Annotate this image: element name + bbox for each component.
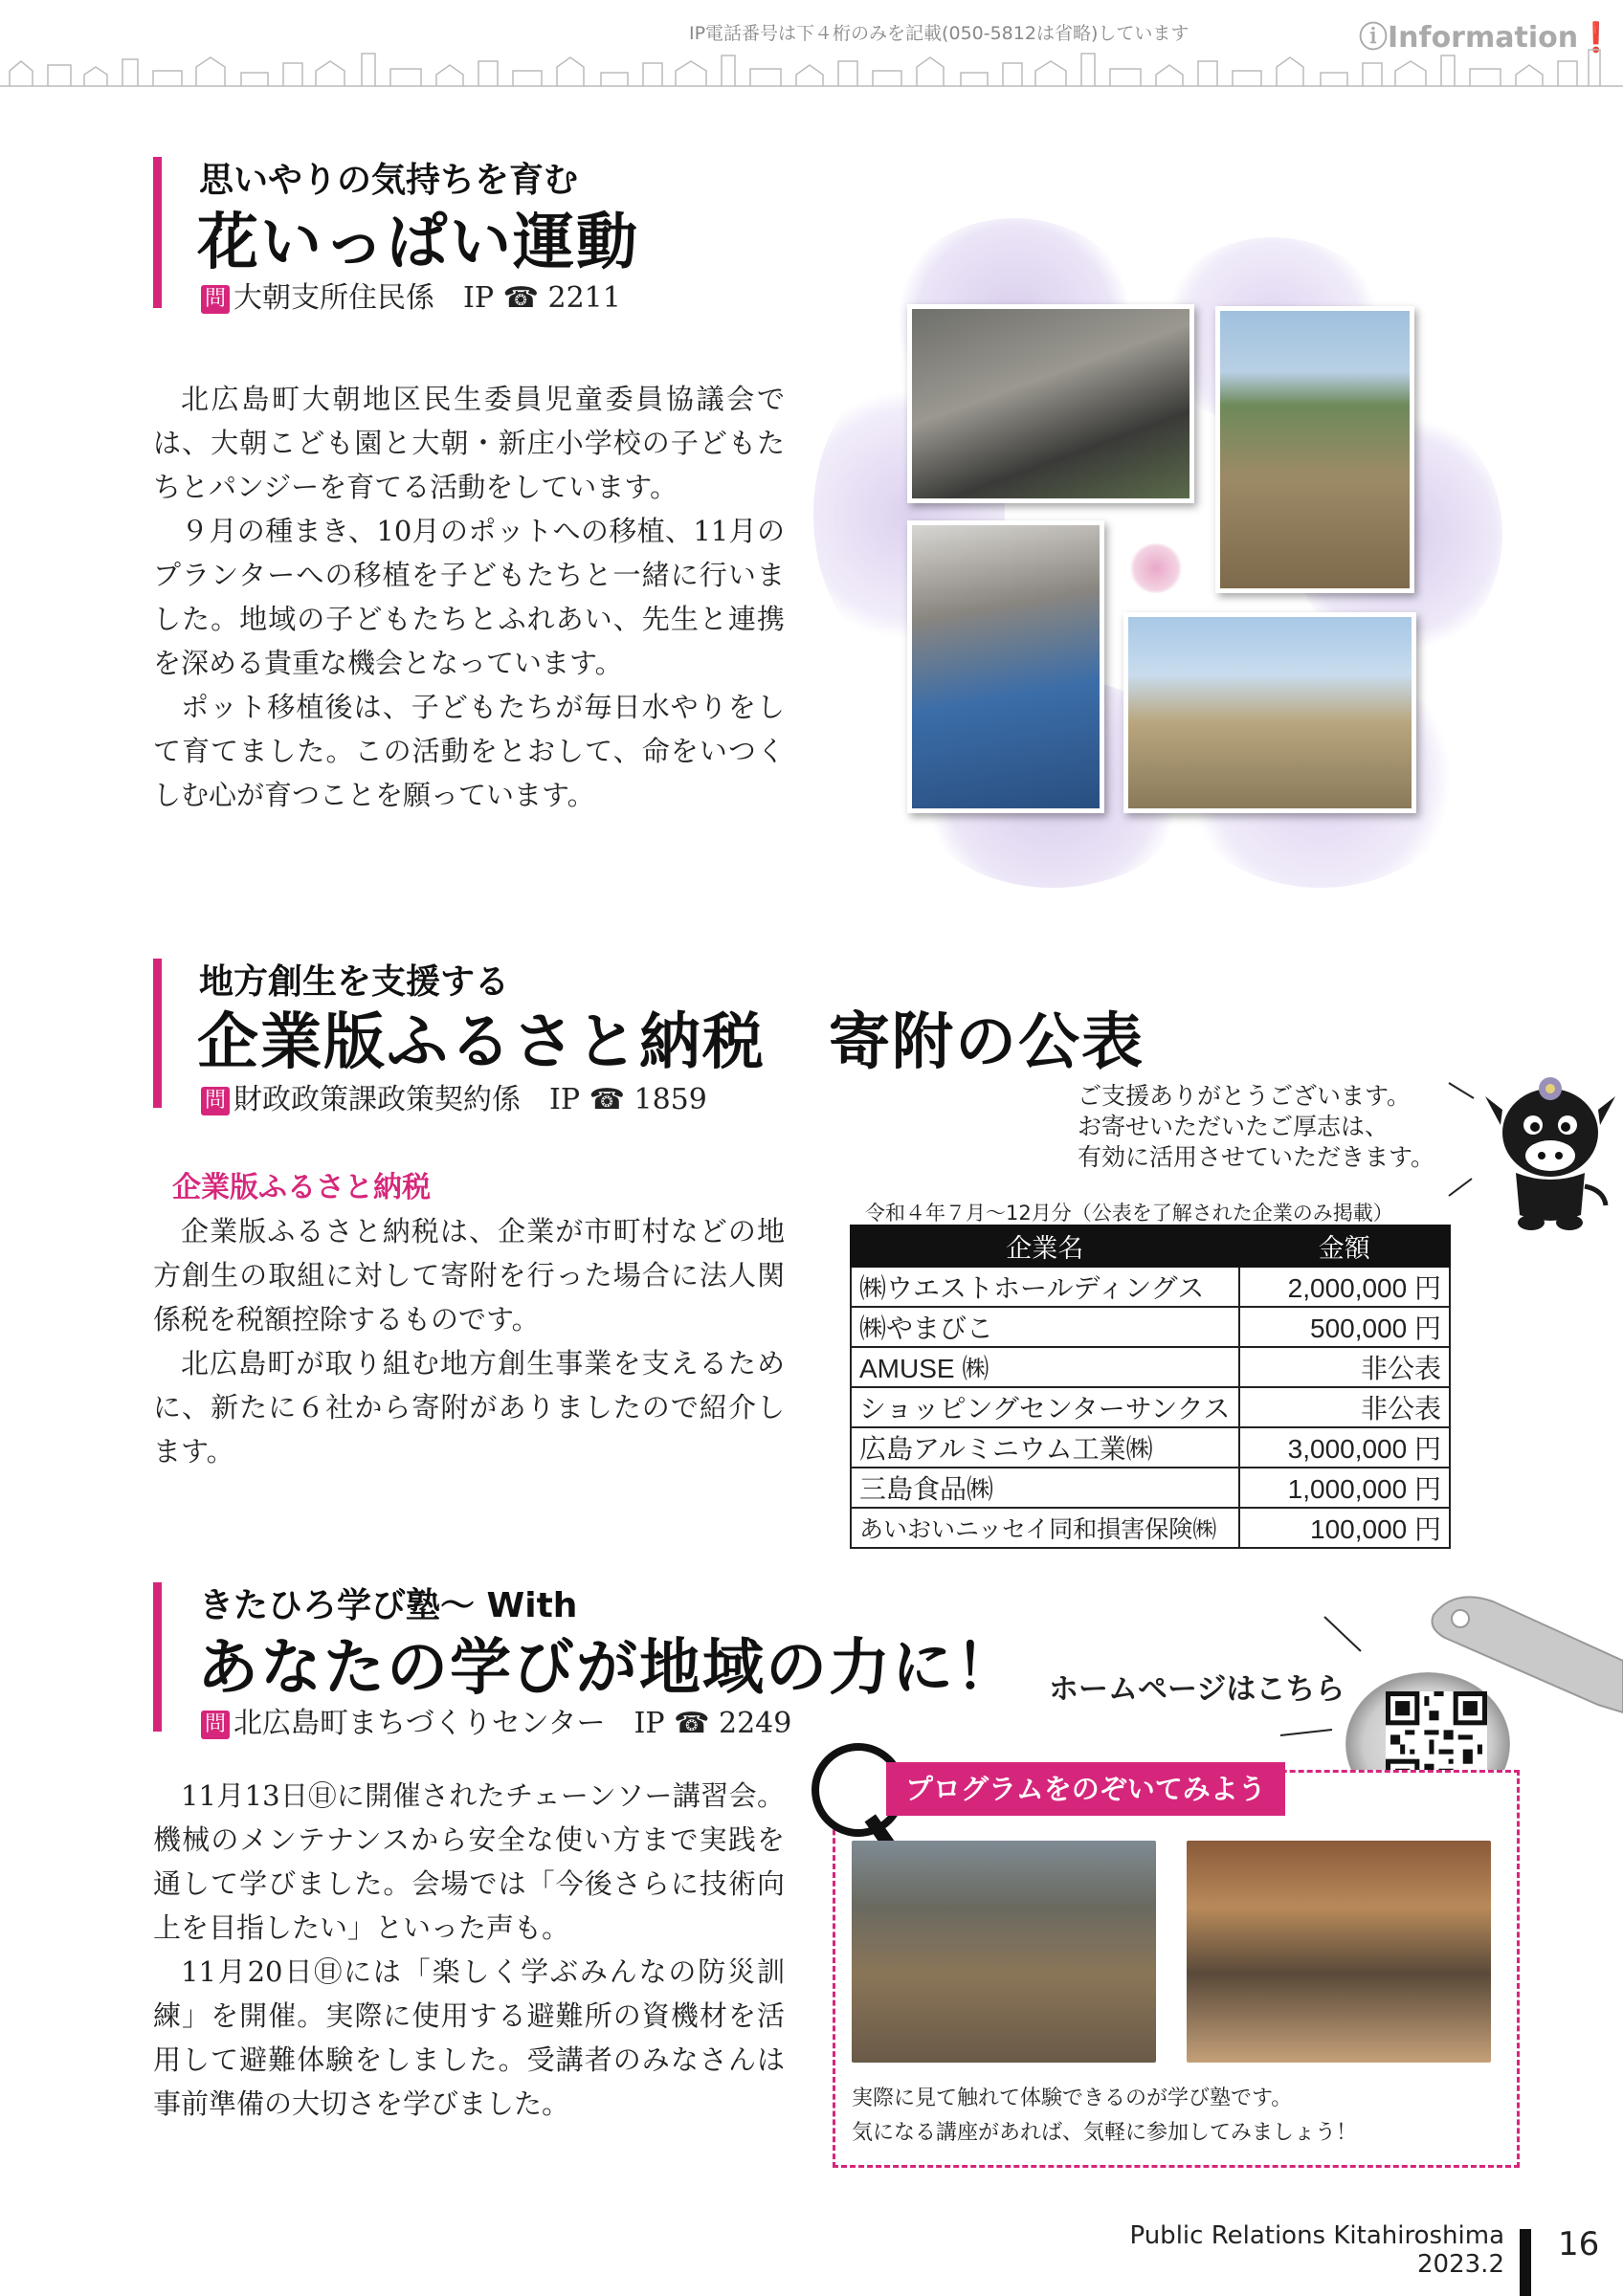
section2-paragraph: 北広島町が取り組む地方創生事業を支えるために、新たに６社から寄附がありましたので紹介します。 [153,1347,785,1468]
amount-cell: 非公表 [1239,1347,1450,1387]
section3-subtitle: きたひろ学び塾～ With [199,1586,578,1625]
amount-cell: 非公表 [1239,1387,1450,1427]
program-tag: プログラムをのぞいてみよう [886,1762,1285,1816]
column-header-amount: 金額 [1239,1225,1450,1267]
photo-disaster-drill [1187,1841,1491,2063]
donation-period: 令和４年７月～12月分（公表を了解された企業のみ掲載） [865,1202,1393,1225]
table-row [851,1508,1450,1548]
amount-cell: 3,000,000 円 [1239,1427,1450,1468]
information-label: Information [1388,21,1579,55]
amount-cell: 2,000,000 円 [1239,1267,1450,1307]
section3-title: あなたの学びが地域の力に！ [197,1633,1018,1704]
table-row [851,1427,1450,1468]
small-flower-decoration [1129,543,1183,593]
section2-body [153,1209,785,1473]
company-cell: 広島アルミニウム工業㈱ [851,1427,1239,1468]
info-icon: ⓘ [1359,21,1388,55]
amount-cell: 1,000,000 円 [1239,1468,1450,1508]
info-icon-end: ❗ [1578,21,1614,55]
page-number: 16 [1558,2225,1600,2263]
speech-lines-decoration [1278,1722,1336,1741]
section3-body [153,1774,785,2126]
thanks-line: お寄せいただいたご厚志は、 [1078,1113,1390,1140]
photo-children-lineup [1123,612,1416,813]
table-row [851,1347,1450,1387]
inquiry-mark-icon: 問 [201,1711,230,1739]
column-header-company: 企業名 [851,1225,1239,1267]
section1-contact-text: 大朝支所住民係 IP ☎ 2211 [233,281,621,315]
section2-contact-text: 財政政策課政策契約係 IP ☎ 1859 [233,1083,707,1116]
section1-paragraph: 北広島町大朝地区民生委員児童委員協議会では、大朝こども園と大朝・新庄小学校の子どもたちとパンジーを育てる活動をしています。 [153,383,785,503]
section2-subtitle: 地方創生を支援する [199,962,510,1002]
table-row [851,1387,1450,1427]
section3-accent-bar [153,1582,162,1732]
section3-paragraph: 11月13日㊐に開催されたチェーンソー講習会。機械のメンテナンスから安全な使い方まで実践を通して学びました。会場では「今後さらに技術向上を目指したい」といった声も。 [153,1779,785,1944]
section2-accent-bar [153,959,162,1108]
company-cell: あいおいニッセイ同和損害保険㈱ [851,1508,1239,1548]
header-note: IP電話番号は下４桁のみを記載(050-5812は省略)しています [689,23,1189,44]
footer-divider [1520,2229,1531,2296]
issue-date: 2023.2 [1417,2250,1504,2279]
photo-children-seeding [907,304,1194,503]
cow-mascot-icon [1483,1062,1617,1232]
section2-paragraph: 企業版ふるさと納税は、企業が市町村などの地方創生の取組に対して寄附を行った場合に法人関係税を税額控除するものです。 [153,1215,785,1336]
table-row [851,1307,1450,1347]
section2-title: 企業版ふるさと納税 寄附の公表 [197,1007,1145,1078]
section1-subtitle: 思いやりの気持ちを育む [199,161,579,200]
photo-potting-seedlings [907,520,1104,813]
caption-line: 実際に見て触れて体験できるのが学び塾です。 [852,2086,1293,2110]
company-cell: 三島食品㈱ [851,1468,1239,1508]
section1-body [153,377,785,817]
speech-lines-decoration [1321,1613,1378,1655]
company-cell: ショッピングセンターサンクス [851,1387,1239,1427]
footer-publication [995,2221,1504,2279]
program-caption [852,2082,1357,2151]
section3-paragraph: 11月20日㊐には「楽しく学ぶみんなの防災訓練」を開催。実際に使用する避難所の資機材を活用して避難体験をしました。受講者のみなさんは事前準備の大切さを学びました。 [153,1955,785,2120]
section3-contact-text: 北広島町まちづくりセンター IP ☎ 2249 [233,1707,792,1740]
thanks-line: 有効に活用させていただきます。 [1078,1143,1435,1171]
photo-chainsaw-workshop [852,1841,1156,2063]
table-row [851,1468,1450,1508]
company-cell: ㈱やまびこ [851,1307,1239,1347]
thanks-message [1078,1081,1434,1173]
skyline-decoration [0,42,1623,92]
donation-table [850,1225,1451,1549]
table-header-row [851,1225,1450,1267]
section3-contact [201,1699,791,1741]
pansy-photo-collage [813,218,1502,888]
section1-contact [201,274,621,316]
inquiry-mark-icon: 問 [201,285,230,314]
section1-paragraph: ９月の種まき、10月のポットへの移植、11月のプランターへの移植を子どもたちと一緒に行いました。地域の子どもたちとふれあい、先生と連携を深める貴重な機会となっています。 [153,515,785,679]
amount-cell: 100,000 円 [1239,1508,1450,1548]
section1-accent-bar [153,157,162,308]
thanks-line: ご支援ありがとうございます。 [1078,1082,1412,1110]
photo-planting-field [1215,306,1414,593]
section2-pink-heading: 企業版ふるさと納税 [172,1171,431,1204]
section1-title: 花いっぱい運動 [197,208,639,278]
inquiry-mark-icon: 問 [201,1087,230,1115]
section1-paragraph: ポット移植後は、子どもたちが毎日水やりをして育てました。この活動をとおして、命をいつくしむ心が育つことを願っています。 [153,691,785,811]
amount-cell: 500,000 円 [1239,1307,1450,1347]
section2-contact [201,1075,707,1117]
company-cell: ㈱ウエストホールディングス [851,1267,1239,1307]
homepage-label: ホームページはこちら [1049,1672,1345,1707]
caption-line: 気になる講座があれば、気軽に参加してみましょう！ [852,2121,1358,2145]
publication-name: Public Relations Kitahiroshima [1129,2221,1504,2250]
company-cell: AMUSE ㈱ [851,1347,1239,1387]
table-row [851,1267,1450,1307]
